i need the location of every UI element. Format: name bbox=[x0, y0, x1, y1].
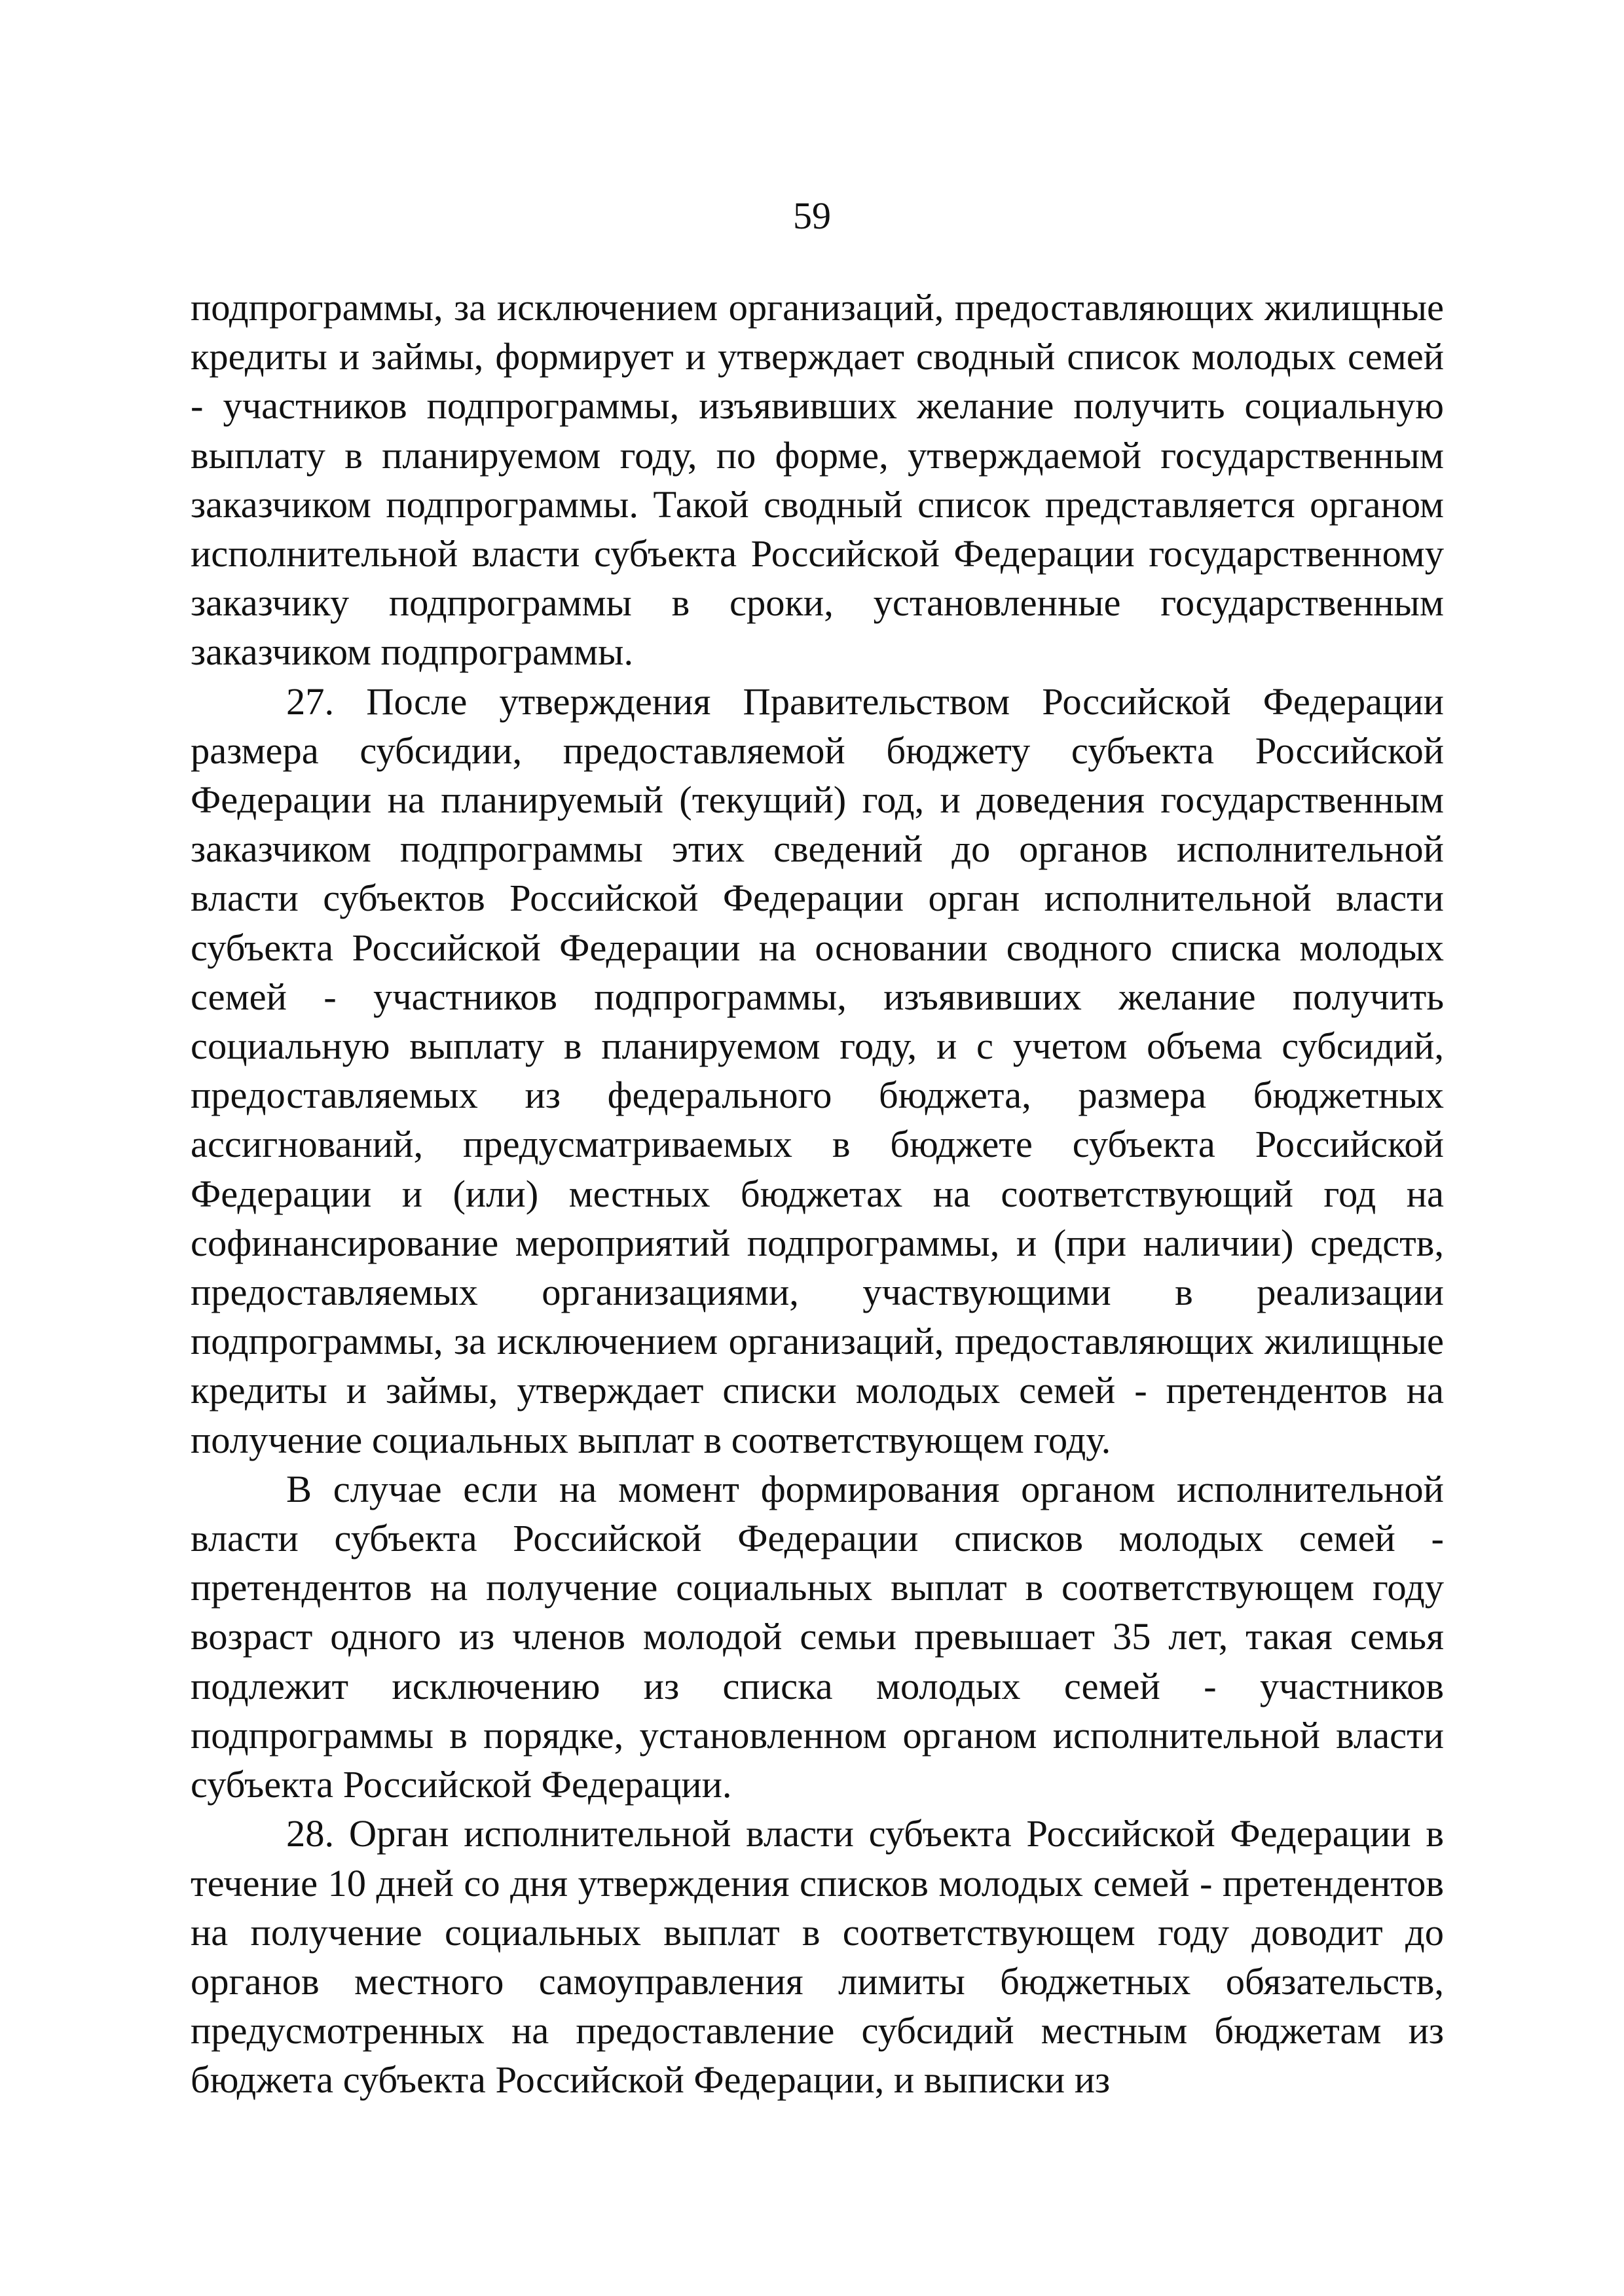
paragraph-item-27: 27. После утверждения Правительством Российской Федерации размера субсидии, предоставляемой бюджету субъекта Российской Федерации на планируемый (текущий) год, и доведения государственным заказчиком подпрограммы этих сведений до органов исполнительной власти субъектов Российской Федерации орган исполнительной власти субъекта Российской Федерации на основании сводного списка молодых семей - участников подпрограммы, изъявивших желание получить социальную выплату в планируемом году, и с учетом объема субсидий, предоставляемых из федерального бюджета, размера бюджетных ассигнований, предусматриваемых в бюджете субъекта Российской Федерации и (или) местных бюджетах на соответствующий год на софинансирование мероприятий подпрограммы, и (при наличии) средств, предоставляемых организациями, участвующими в реализации подпрограммы, за исключением организаций, предоставляющих жилищные кредиты и займы, утверждает списки молодых семей - претендентов на получение социальных выплат в соответствующем году. bbox=[191, 680, 1444, 1461]
paragraph-age-exclusion: В случае если на момент формирования органом исполнительной власти субъекта Российской Федерации списков молодых семей - претендентов на получение социальных выплат в соответствующем году возраст одного из членов молодой семьи превышает 35 лет, такая семья подлежит исключению из списка молодых семей - участников подпрограммы в порядке, установленном органом исполнительной власти субъекта Российской Федерации. bbox=[191, 1467, 1444, 1806]
paragraph-continuation: подпрограммы, за исключением организаций, предоставляющих жилищные кредиты и займы, формирует и утверждает сводный список молодых семей - участников подпрограммы, изъявивших желание получить социальную выплату в планируемом году, по форме, утверждаемой государственным заказчиком подпрограммы. Такой сводный список представляется органом исполнительной власти субъекта Российской Федерации государственному заказчику подпрограммы в сроки, установленные государственным заказчиком подпрограммы. bbox=[191, 286, 1444, 674]
page-number: 59 bbox=[793, 194, 831, 237]
document-body bbox=[191, 283, 1444, 2105]
paragraph-item-28: 28. Орган исполнительной власти субъекта Российской Федерации в течение 10 дней со дня утверждения списков молодых семей - претендентов на получение социальных выплат в соответствующем году доводит до органов местного самоуправления лимиты бюджетных обязательств, предусмотренных на предоставление субсидий местным бюджетам из бюджета субъекта Российской Федерации, и выписки из bbox=[191, 1812, 1444, 2102]
